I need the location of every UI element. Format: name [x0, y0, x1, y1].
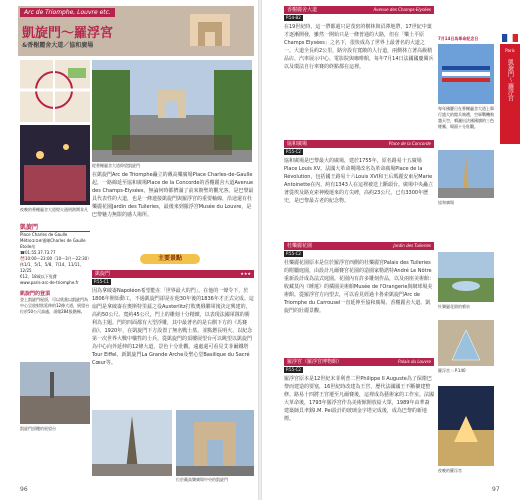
tuileries-text: 杜樂麗花園原本是位於羅浮宮西側的杜樂麗宮Palais des Tuileries的附屬庭園，由設計凡爾賽宮花園的造園家勒諾特André Le Nôtre重新設計成為法式庭園。花園內有許多雕刻作品，以及兩座美術館：收藏莫內《睡蓮》的橘園美術館Musée de l'Orangerie與網球場美術館。從羅浮宮方向望去，可以看見經過卡魯索凱旋門Arc de Triomphe du Carrousel一直延伸至協和廣場、香榭麗舍大道、凱旋門的壯麗景觀。: [284, 260, 434, 314]
louvre-heading-text: 羅浮宮（羅浮宮博物館）: [287, 359, 343, 365]
arc-photo: [176, 410, 254, 476]
champs-heading-text: 香榭麗舍大道: [287, 7, 318, 13]
info-box: [20, 222, 90, 333]
tuileries-page-ref: P.55-C2: [286, 251, 301, 256]
tuileries-heading: [284, 242, 434, 250]
louvre-night-caption: 夜晚的羅浮宮: [438, 468, 462, 473]
concorde-photo: [438, 150, 494, 198]
tuileries-photo: [438, 252, 494, 302]
chapter-tab-city: Paris: [505, 48, 515, 53]
champs-page-ref: P.54-B2: [286, 15, 301, 20]
tuileries-caption: 杜樂麗花園的噴泉: [438, 304, 470, 309]
tuileries-heading-text: 杜樂麗花園: [287, 243, 313, 249]
info-title: 凱旋門: [20, 222, 90, 232]
arc-stars: ★★★: [240, 271, 251, 276]
info-line: 休1/1、5/1、5/8、7/14、11/11、12/25: [20, 262, 84, 273]
page-number-left: 96: [20, 486, 28, 493]
info-line: Place Charles de Gaulle: [20, 232, 68, 237]
parade-caption: 7月14日為革命紀念日: [438, 36, 479, 41]
french-flag-icon: [502, 34, 518, 42]
page-number-right: 97: [492, 486, 500, 493]
info-line: €12、18歲以下免費: [20, 274, 57, 279]
champs-heading-en: Avenue des Champs-Elysées: [373, 7, 431, 12]
louvre-heading-en: Palais du Louvre: [398, 359, 431, 364]
concorde-page-ref: P.55-C2: [286, 149, 301, 154]
champs-heading: [284, 6, 434, 14]
main-photo-caption: 從香榭麗舍大道仰望凱旋門: [92, 163, 140, 168]
champs-text: 在19世紀時，這一帶都還只是茂密的樹林與沼澤地帶，17世紀中葉才逐漸開發，雖然一開始只是一條普通的大路，但在「樂土平原Champs Elysées」之名下，很快成為了世界上最著名的大道之一。大道全長約2公里，路旁設有寬敞的人行道，兩側林立著高級精品店、汽車展示中心、電影院與咖啡館，每年7月14日法國國慶閱兵以及環法自行車賽的終點都在這裡。: [284, 24, 434, 70]
parade-photo: [438, 44, 494, 104]
arc-text: 因為拿破崙Napoléon希望能在「世界最大的門」，在他的一聲令下，於1806年開始動工，不過凱旋門卻是在他30年後的1836年才正式完成。這扇門是拿破崙在奧斯特里茲之役Austerlitz打敗奧俄聯軍後決定興建的，高約50公尺、寬約45公尺，門上的雕刻十分精緻，以表現法國軍隊的勝利為主題。門的四面都有大型浮雕，其中最著名的是右側下方的《馬賽曲》。1920年，在凱旋門下方設置了無名戰士墓，並點燃長明火，以紀念第一次世界大戰中犧牲的士兵。從凱旋門的頂樓展望台可以眺望以凱旋門為中心向外延伸的12條大道，景色十分壯觀。遠處還可看見艾菲爾鐵塔Tour Eiffel、新凱旋門La Grande Arche及聖心堂Basilique du Sacré Cœur等。: [92, 288, 254, 366]
page-subtitle: &香榭麗舍大道／協和廣場: [22, 42, 94, 49]
concorde-heading-en: Place de la Concorde: [388, 141, 431, 146]
night-photo-caption: 夜晚的香榭麗舍大道燈火通明熱鬧非凡: [20, 207, 88, 212]
concorde-heading: [284, 140, 434, 148]
info-line: www.paris-arc-de-triomphe.fr: [20, 280, 79, 285]
arc-page-ref: P.55-C1: [94, 279, 109, 284]
concorde-caption: 協和廣場: [438, 200, 454, 205]
night-photo: [20, 125, 90, 205]
must-see-heading: 主要景點: [140, 254, 200, 264]
section-label: Arc de Triomphe, Louvre etc.: [20, 8, 115, 17]
louvre-page-ref: P.55-C2: [286, 367, 301, 372]
page-title: 凱旋門～羅浮宮: [22, 26, 114, 41]
rooftop-photo: [20, 362, 90, 424]
arc-thumbnail-photo: [190, 14, 230, 46]
parade-text: 每年國慶日在香榭麗舍大道上舉行盛大的閱兵典禮，空軍戰機飛越天空，噴灑出法國國旗的三色煙霧，場面十分壯觀。: [438, 106, 494, 129]
info-line: ☎01.55.37.73.77: [20, 250, 56, 255]
arc-photo-caption: 位於戴高樂廣場中央的凱旋門: [176, 477, 228, 482]
louvre-heading: [284, 358, 434, 366]
arc-heading-text: 凱旋門: [95, 271, 111, 277]
louvre-text: 羅浮宮原本是12世紀末菲利普二世Philippe II Auguste為了保衛巴黎而建造的要塞，16世紀時改建為王宮，歷代法國國王不斷擴建整修。路易十四將王宮遷至凡爾賽後，這裡成為藝術家的工作室。法國大革命後，1793年羅浮宮作為美術館開放給大眾，1989年由華裔建築師貝聿銘I.M. Pei設計的玻璃金字塔完成後，成為巴黎的新地標。: [284, 376, 434, 422]
louvre-caption: 羅浮宮 ☞P.140: [438, 368, 466, 373]
intro-text: 在凱旋門Arc de Triomphe矗立的戴高樂廣場Place Charles-de-Gaulle起，一路綿延至協和廣場Place de la Concorde的香榭麗舍大道Avenue des Champs-Elysées，無論何時都擠滿了前來朝聖的觀光客。是巴黎最具代表性的大道，也是一條連接凱旋門與羅浮宮的重要軸線，沿途還有杜樂麗花園Jardin des Tuileries，最後來到羅浮宮Musée du Louvre，是巴黎魅力無限的感人場所。: [92, 172, 254, 218]
tuileries-heading-en: Jardin des Tuileries: [393, 243, 431, 248]
area-map: [20, 60, 90, 122]
right-page: [262, 0, 520, 500]
left-page: [0, 0, 258, 500]
notes-text: 登上凱旋門屋頂，可以欣賞以凱旋門為中心呈放射狀延伸的12條大道，展望台位於50公尺高處，須爬284級階梯。: [20, 297, 90, 314]
info-line: Métro①②⑥號線Charles de Gaulle Etoile站: [20, 238, 86, 249]
eiffel-view-photo: [92, 410, 172, 476]
concorde-text: 協和廣場是巴黎最大的廣場，建於1755年，原名路易十五廣場Place Louis XV。法國大革命期間改名為革命廣場Place de la Révolution，包括國王路易十六Louis XVI和王后瑪麗安東尼Marie Antoinette在內，約有1343人在這裡被送上斷頭台。廣場中央矗立著從埃及路克索神殿運來的方尖碑，高約23公尺，已有3300年歷史，是巴黎最古老的紀念物。: [284, 158, 433, 204]
info-line: ⏰10:00～23:00（10～3月～22:30）: [20, 256, 92, 261]
chapter-tab-label: 凱旋門～羅浮宮: [506, 59, 514, 101]
notes-title: 凱旋門的登頂: [20, 291, 51, 297]
concorde-heading-text: 協和廣場: [287, 141, 308, 147]
louvre-photo: [438, 320, 494, 366]
rooftop-caption: 凱旋門頂樓的展望台: [20, 426, 56, 431]
chapter-tab: [500, 44, 520, 144]
arc-heading: [92, 270, 254, 278]
champs-elysees-photo: [92, 60, 252, 162]
louvre-night-photo: [438, 386, 494, 466]
